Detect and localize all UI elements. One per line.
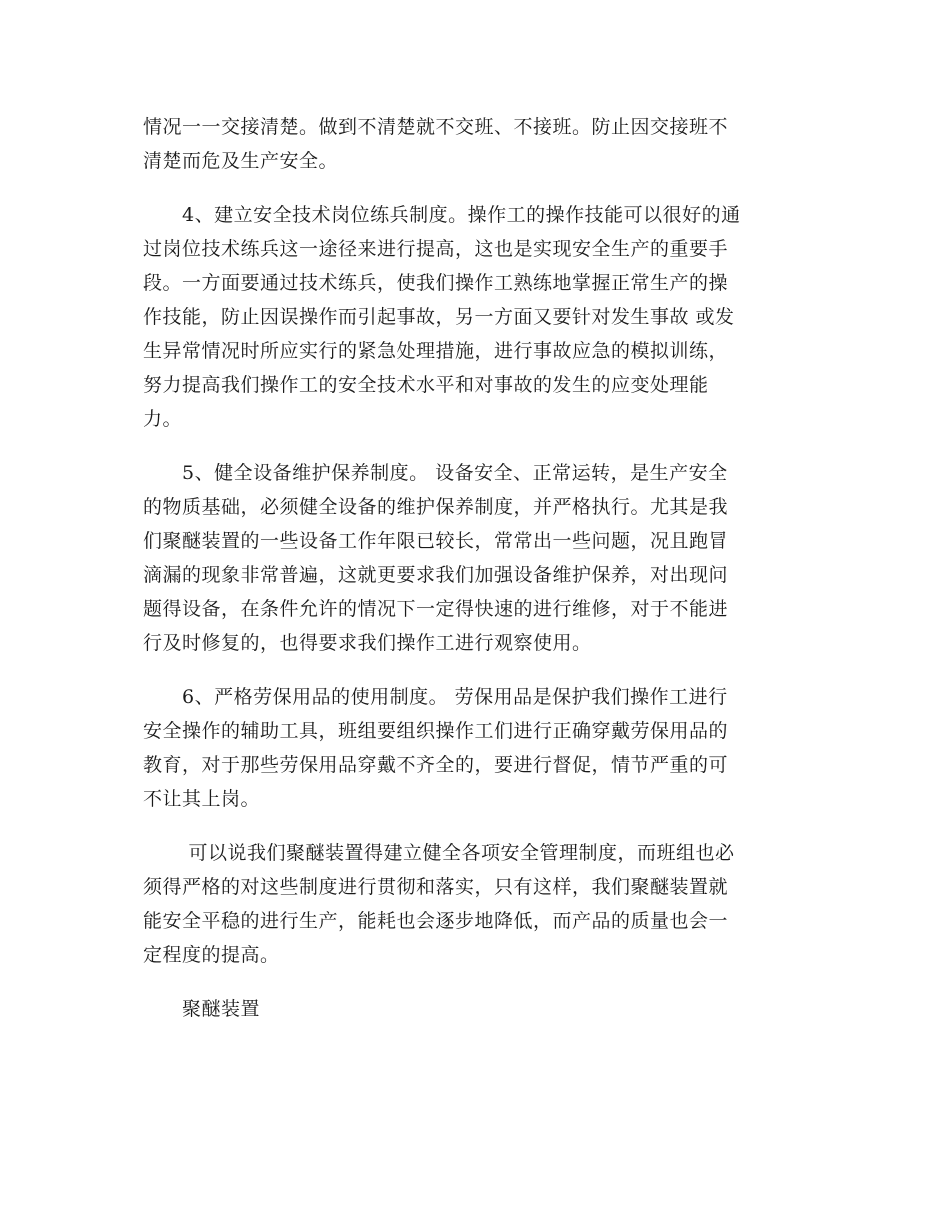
paragraph-protective-equipment: 6、严格劳保用品的使用制度。 劳保用品是保护我们操作工进行 安全操作的辅助工具，班组要组织操作工们进行正确穿戴劳保用品的 教育，对于那些劳保用品穿戴不齐全的，要进行督促，情节严重的可 不让其上岗。 — [143, 686, 729, 810]
signature-line: 聚醚装置 — [143, 998, 261, 1020]
document-body — [143, 110, 805, 1026]
paragraph-shift-handover: 情况一一交接清楚。做到不清楚就不交班、不接班。防止因交接班不 清楚而危及生产安全。 — [143, 116, 729, 172]
paragraph-equipment-maintenance: 5、健全设备维护保养制度。 设备安全、正常运转，是生产安全 的物质基础，必须健全设备的维护保养制度，并严格执行。尤其是我 们聚醚装置的一些设备工作年限已较长，常常出一些问题，况且跑冒 滴漏的现象非常普遍，这就更要求我们加强设备维护保养，对出现问 题得设备，在条件允许的情况下一定得快速的进行维修，对于不能进 行及时修复的，也得要求我们操作工进行观察使用。 — [143, 462, 729, 654]
paragraph-conclusion: 可以说我们聚醚装置得建立健全各项安全管理制度，而班组也必 须得严格的对这些制度进行贯彻和落实，只有这样，我们聚醚装置就 能安全平稳的进行生产，能耗也会逐步地降低，而产品的质量也会一 定程度的提高。 — [143, 842, 735, 966]
paragraph-technical-training: 4、建立安全技术岗位练兵制度。操作工的操作技能可以很好的通 过岗位技术练兵这一途径来进行提高，这也是实现安全生产的重要手 段。一方面要通过技术练兵，使我们操作工熟练地掌握正常生产的操 作技能，防止因误操作而引起事故，另一方面又要针对发生事故 或发 生异常情况时所应实行的紧急处理措施，进行事故应急的模拟训练， 努力提高我们操作工的安全技术水平和对事故的发生的应变处理能 力。 — [143, 204, 741, 430]
